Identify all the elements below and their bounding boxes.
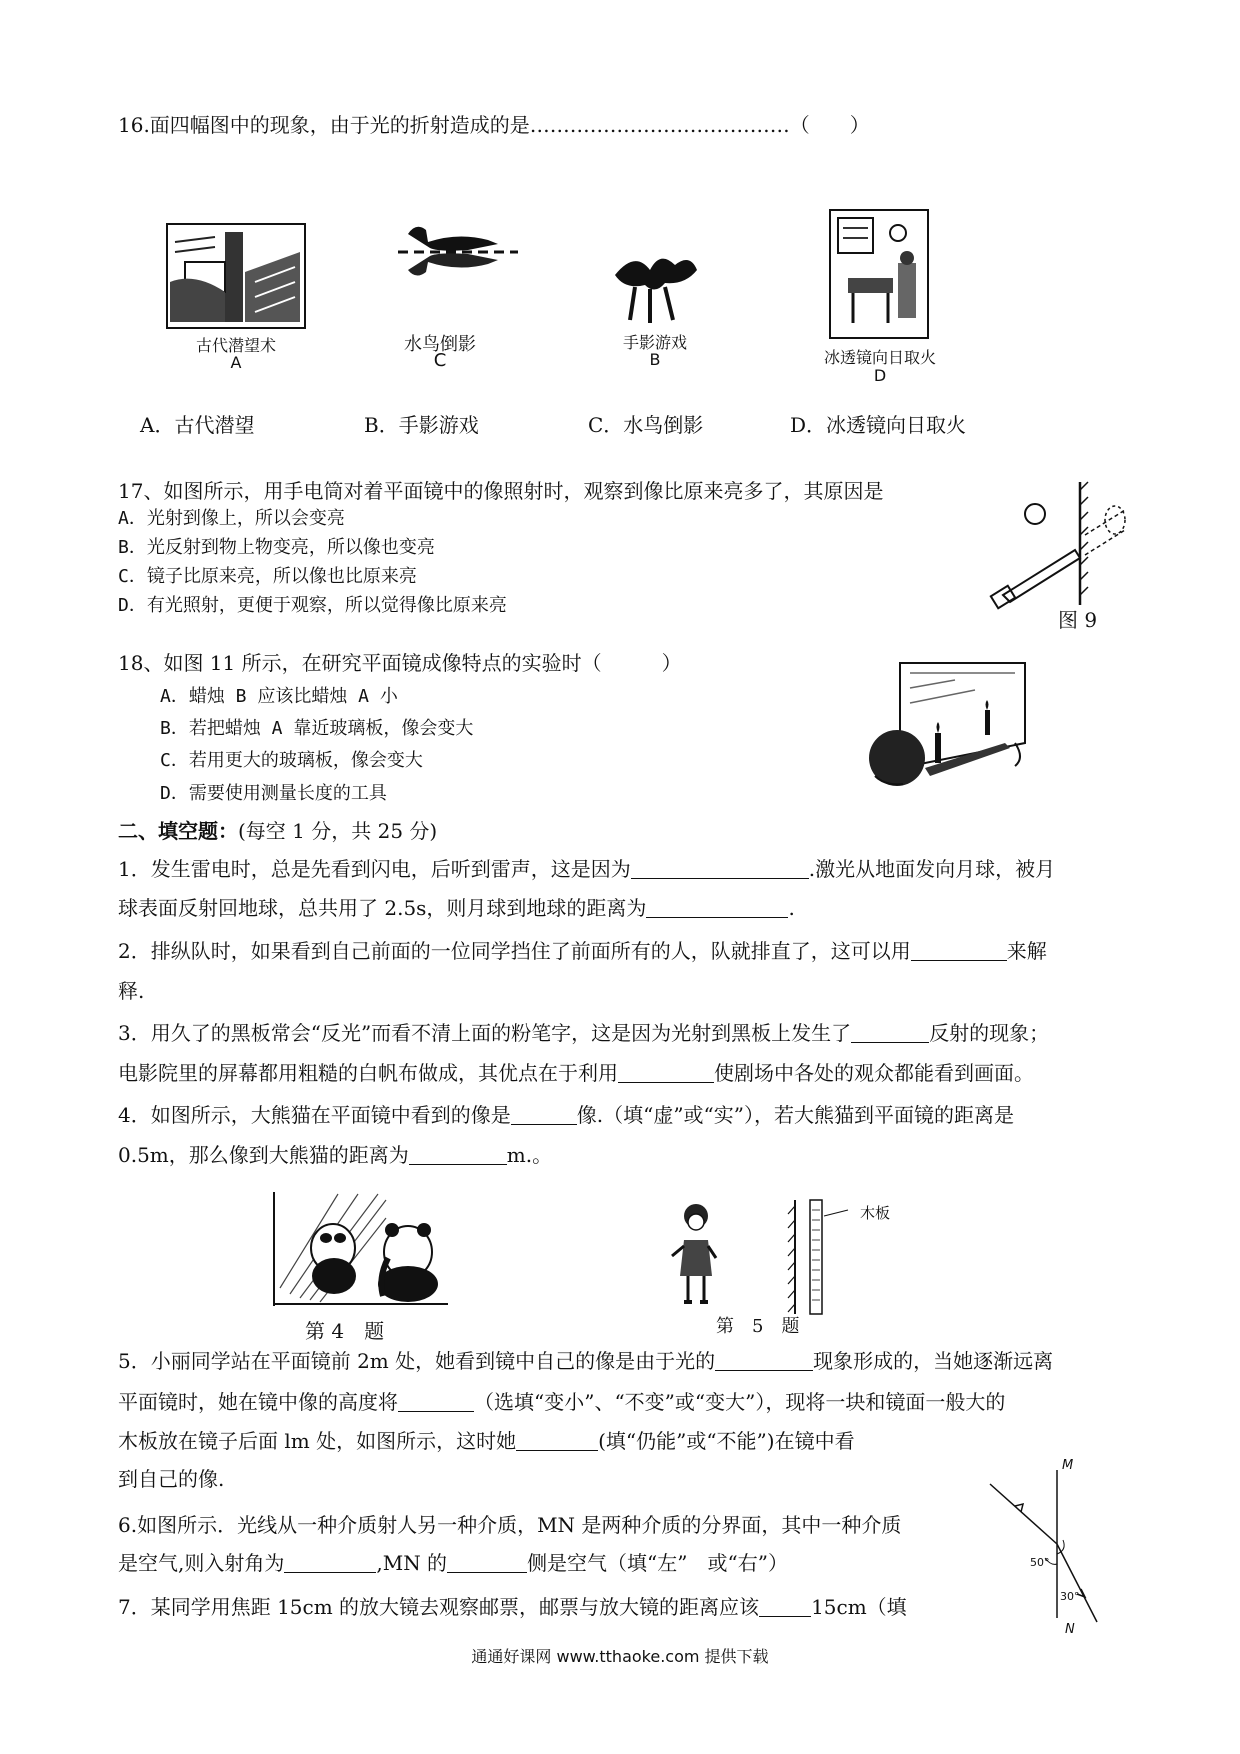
q16-option-a: A．古代潜望 xyxy=(140,413,255,437)
fill-q2-text-a: 2．排纵队时，如果看到自己前面的一位同学挡住了前面所有的人，队就排直了，这可以用 xyxy=(118,939,911,963)
fill-q5-text-b: 现象形成的，当她逐渐远离 xyxy=(813,1349,1054,1373)
fill-q1-line1 xyxy=(118,856,1055,882)
q18-option-c: C．若用更大的玻璃板，像会变大 xyxy=(160,750,423,771)
q16-option-d: D．冰透镜向日取火 xyxy=(790,413,967,437)
answer-blank[interactable] xyxy=(409,1144,507,1165)
fill-q6-text-c: ,MN 的 xyxy=(376,1551,448,1575)
fill-q5-text-c: 平面镜时，她在镜中像的高度将 xyxy=(118,1390,398,1414)
q16-figure-d-caption: 冰透镜向日取火 xyxy=(823,348,936,367)
section2-note: (每空 1 分，共 25 分) xyxy=(238,819,438,843)
fill-q6-text-a: 6.如图所示．光线从一种介质射人另一种介质，MN 是两种介质的分界面，其中一种介质 xyxy=(118,1513,902,1537)
q17-figure-flashlight-mirror xyxy=(985,480,1135,610)
q17-option-b: B．光反射到物上物变亮，所以像也变亮 xyxy=(118,537,435,558)
fill-q4-text-b: 像.（填“虚”或“实”），若大熊猫到平面镜的距离是 xyxy=(576,1103,1014,1127)
fill-q4-line1 xyxy=(118,1102,1014,1128)
q16-figure-c-caption: 水鸟倒影 xyxy=(404,334,476,355)
answer-blank[interactable] xyxy=(759,1596,811,1617)
q16-option-b: B．手影游戏 xyxy=(364,413,479,437)
fill-q5-text-a: 5．小丽同学站在平面镜前 2m 处，她看到镜中自己的像是由于光的 xyxy=(118,1349,716,1373)
fill-q6-figure-refraction xyxy=(985,1454,1120,1634)
q16-figure-a xyxy=(165,222,307,330)
answer-blank[interactable] xyxy=(516,1430,598,1451)
answer-blank[interactable] xyxy=(851,1022,929,1043)
q16-stem: 16.面四幅图中的现象，由于光的折射造成的是…………………………………（ ） xyxy=(118,113,870,137)
fill-q1-line2 xyxy=(118,895,795,921)
q18-option-d: D．需要使用测量长度的工具 xyxy=(160,783,387,804)
q16-option-c: C．水鸟倒影 xyxy=(588,413,704,437)
fill-q3-line1 xyxy=(118,1020,1049,1046)
fill-q5-line3 xyxy=(118,1428,855,1454)
fill-q5-figure-girl-mirror-board xyxy=(668,1196,868,1316)
answer-blank[interactable] xyxy=(715,1350,813,1371)
fill-q1-text-a: 1．发生雷电时，总是先看到闪电，后听到雷声，这是因为 xyxy=(118,857,631,881)
answer-blank[interactable] xyxy=(646,897,788,918)
q16-figure-a-letter: A xyxy=(230,353,242,372)
fill-q6-text-b: 是空气,则入射角为 xyxy=(118,1551,285,1575)
q17-figure-label: 图 9 xyxy=(1058,608,1098,632)
q17-option-a: A．光射到像上，所以会变亮 xyxy=(118,508,345,529)
page-footer: 通通好课网 www.tthaoke.com 提供下载 xyxy=(471,1647,769,1666)
fill-q7-text-b: 15cm（填 xyxy=(811,1595,907,1619)
fill-q3-line2 xyxy=(118,1060,1034,1086)
q16-figure-c xyxy=(388,212,528,282)
answer-blank[interactable] xyxy=(284,1552,376,1573)
answer-blank[interactable] xyxy=(618,1062,714,1083)
answer-blank[interactable] xyxy=(398,1391,474,1412)
fill-q7-text-a: 7．某同学用焦距 15cm 的放大镜去观察邮票，邮票与放大镜的距离应该 xyxy=(118,1595,760,1619)
fill-q4-figure-caption: 第 4 题 xyxy=(305,1319,385,1343)
fill-q6-figure-angle-30: 30° xyxy=(1060,1590,1080,1603)
fill-q6-text-d: 侧是空气（填“左” 或“右”） xyxy=(527,1551,788,1575)
fill-q2-text-b: 来解 xyxy=(1006,939,1047,963)
fill-q5-text-d: （选填“变小”、“不变”或“变大”），现将一块和镜面一般大的 xyxy=(474,1390,1006,1414)
fill-q5-line2 xyxy=(118,1389,1005,1415)
fill-q6-figure-label-m: M xyxy=(1062,1458,1074,1473)
fill-q3-text-d: 使剧场中各处的观众都能看到画面。 xyxy=(714,1061,1034,1085)
fill-q4-text-c: 0.5m，那么像到大熊猫的距离为 xyxy=(118,1143,409,1167)
q17-stem: 17、如图所示，用手电筒对着平面镜中的像照射时，观察到像比原来亮多了，其原因是 xyxy=(118,479,884,503)
fill-q5-figure-label-board: 木板 xyxy=(860,1204,891,1222)
fill-q5-figure-caption: 第 5 题 xyxy=(716,1316,800,1337)
fill-q1-text-d: . xyxy=(788,896,795,920)
fill-q4-line2 xyxy=(118,1142,552,1168)
section2-heading xyxy=(118,818,437,844)
q18-stem: 18、如图 11 所示，在研究平面镜成像特点的实验时（ ） xyxy=(118,651,682,675)
fill-q5-text-f: (填“仍能”或“不能”)在镜中看 xyxy=(598,1429,855,1453)
fill-q5-line1 xyxy=(118,1348,1053,1374)
fill-q3-text-b: 反射的现象； xyxy=(929,1021,1050,1045)
answer-blank[interactable] xyxy=(911,940,1007,961)
q17-option-c: C．镜子比原来亮，所以像也比原来亮 xyxy=(118,566,417,587)
fill-q6-figure-angle-50: 50° xyxy=(1030,1556,1050,1569)
fill-q3-text-c: 电影院里的屏幕都用粗糙的白帆布做成，其优点在于利用 xyxy=(118,1061,618,1085)
section2-title: 二、填空题： xyxy=(118,819,238,843)
fill-q1-text-c: 球表面反射回地球，总共用了 2.5s，则月球到地球的距离为 xyxy=(118,896,647,920)
q16-figure-a-caption: 古代潜望术 xyxy=(195,336,276,355)
q16-figure-d xyxy=(828,208,930,340)
q16-figure-b xyxy=(605,245,705,325)
q16-figure-d-letter: D xyxy=(873,366,887,385)
fill-q2-text-c: 释. xyxy=(118,979,145,1003)
fill-q4-text-a: 4．如图所示，大熊猫在平面镜中看到的像是 xyxy=(118,1103,511,1127)
fill-q4-text-d: m.。 xyxy=(506,1143,553,1167)
q18-option-a: A．蜡烛 B 应该比蜡烛 A 小 xyxy=(160,686,398,707)
fill-q1-text-b: .激光从地面发向月球，被月 xyxy=(808,857,1056,881)
fill-q6-line2 xyxy=(118,1550,788,1576)
answer-blank[interactable] xyxy=(511,1104,577,1125)
fill-q7-line1 xyxy=(118,1594,907,1620)
q16-figure-c-letter: C xyxy=(433,350,447,371)
fill-q4-figure-panda-mirror xyxy=(268,1188,453,1308)
fill-q2-line1 xyxy=(118,938,1047,964)
fill-q5-text-e: 木板放在镜子后面 lm 处，如图所示，这时她 xyxy=(118,1429,517,1453)
answer-blank[interactable] xyxy=(631,858,809,879)
fill-q6-figure-label-n: N xyxy=(1065,1622,1075,1637)
fill-q5-text-g: 到自己的像. xyxy=(118,1467,225,1491)
fill-q3-text-a: 3．用久了的黑板常会“反光”而看不清上面的粉笔字，这是因为光射到黑板上发生了 xyxy=(118,1021,852,1045)
q17-option-d: D．有光照射，更便于观察，所以觉得像比原来亮 xyxy=(118,595,507,616)
q18-figure-glass-candle xyxy=(855,658,1035,790)
q18-option-b: B．若把蜡烛 A 靠近玻璃板，像会变大 xyxy=(160,718,474,739)
answer-blank[interactable] xyxy=(447,1552,527,1573)
q16-figure-b-letter: B xyxy=(649,350,661,369)
q16-figure-b-caption: 手影游戏 xyxy=(622,333,687,352)
